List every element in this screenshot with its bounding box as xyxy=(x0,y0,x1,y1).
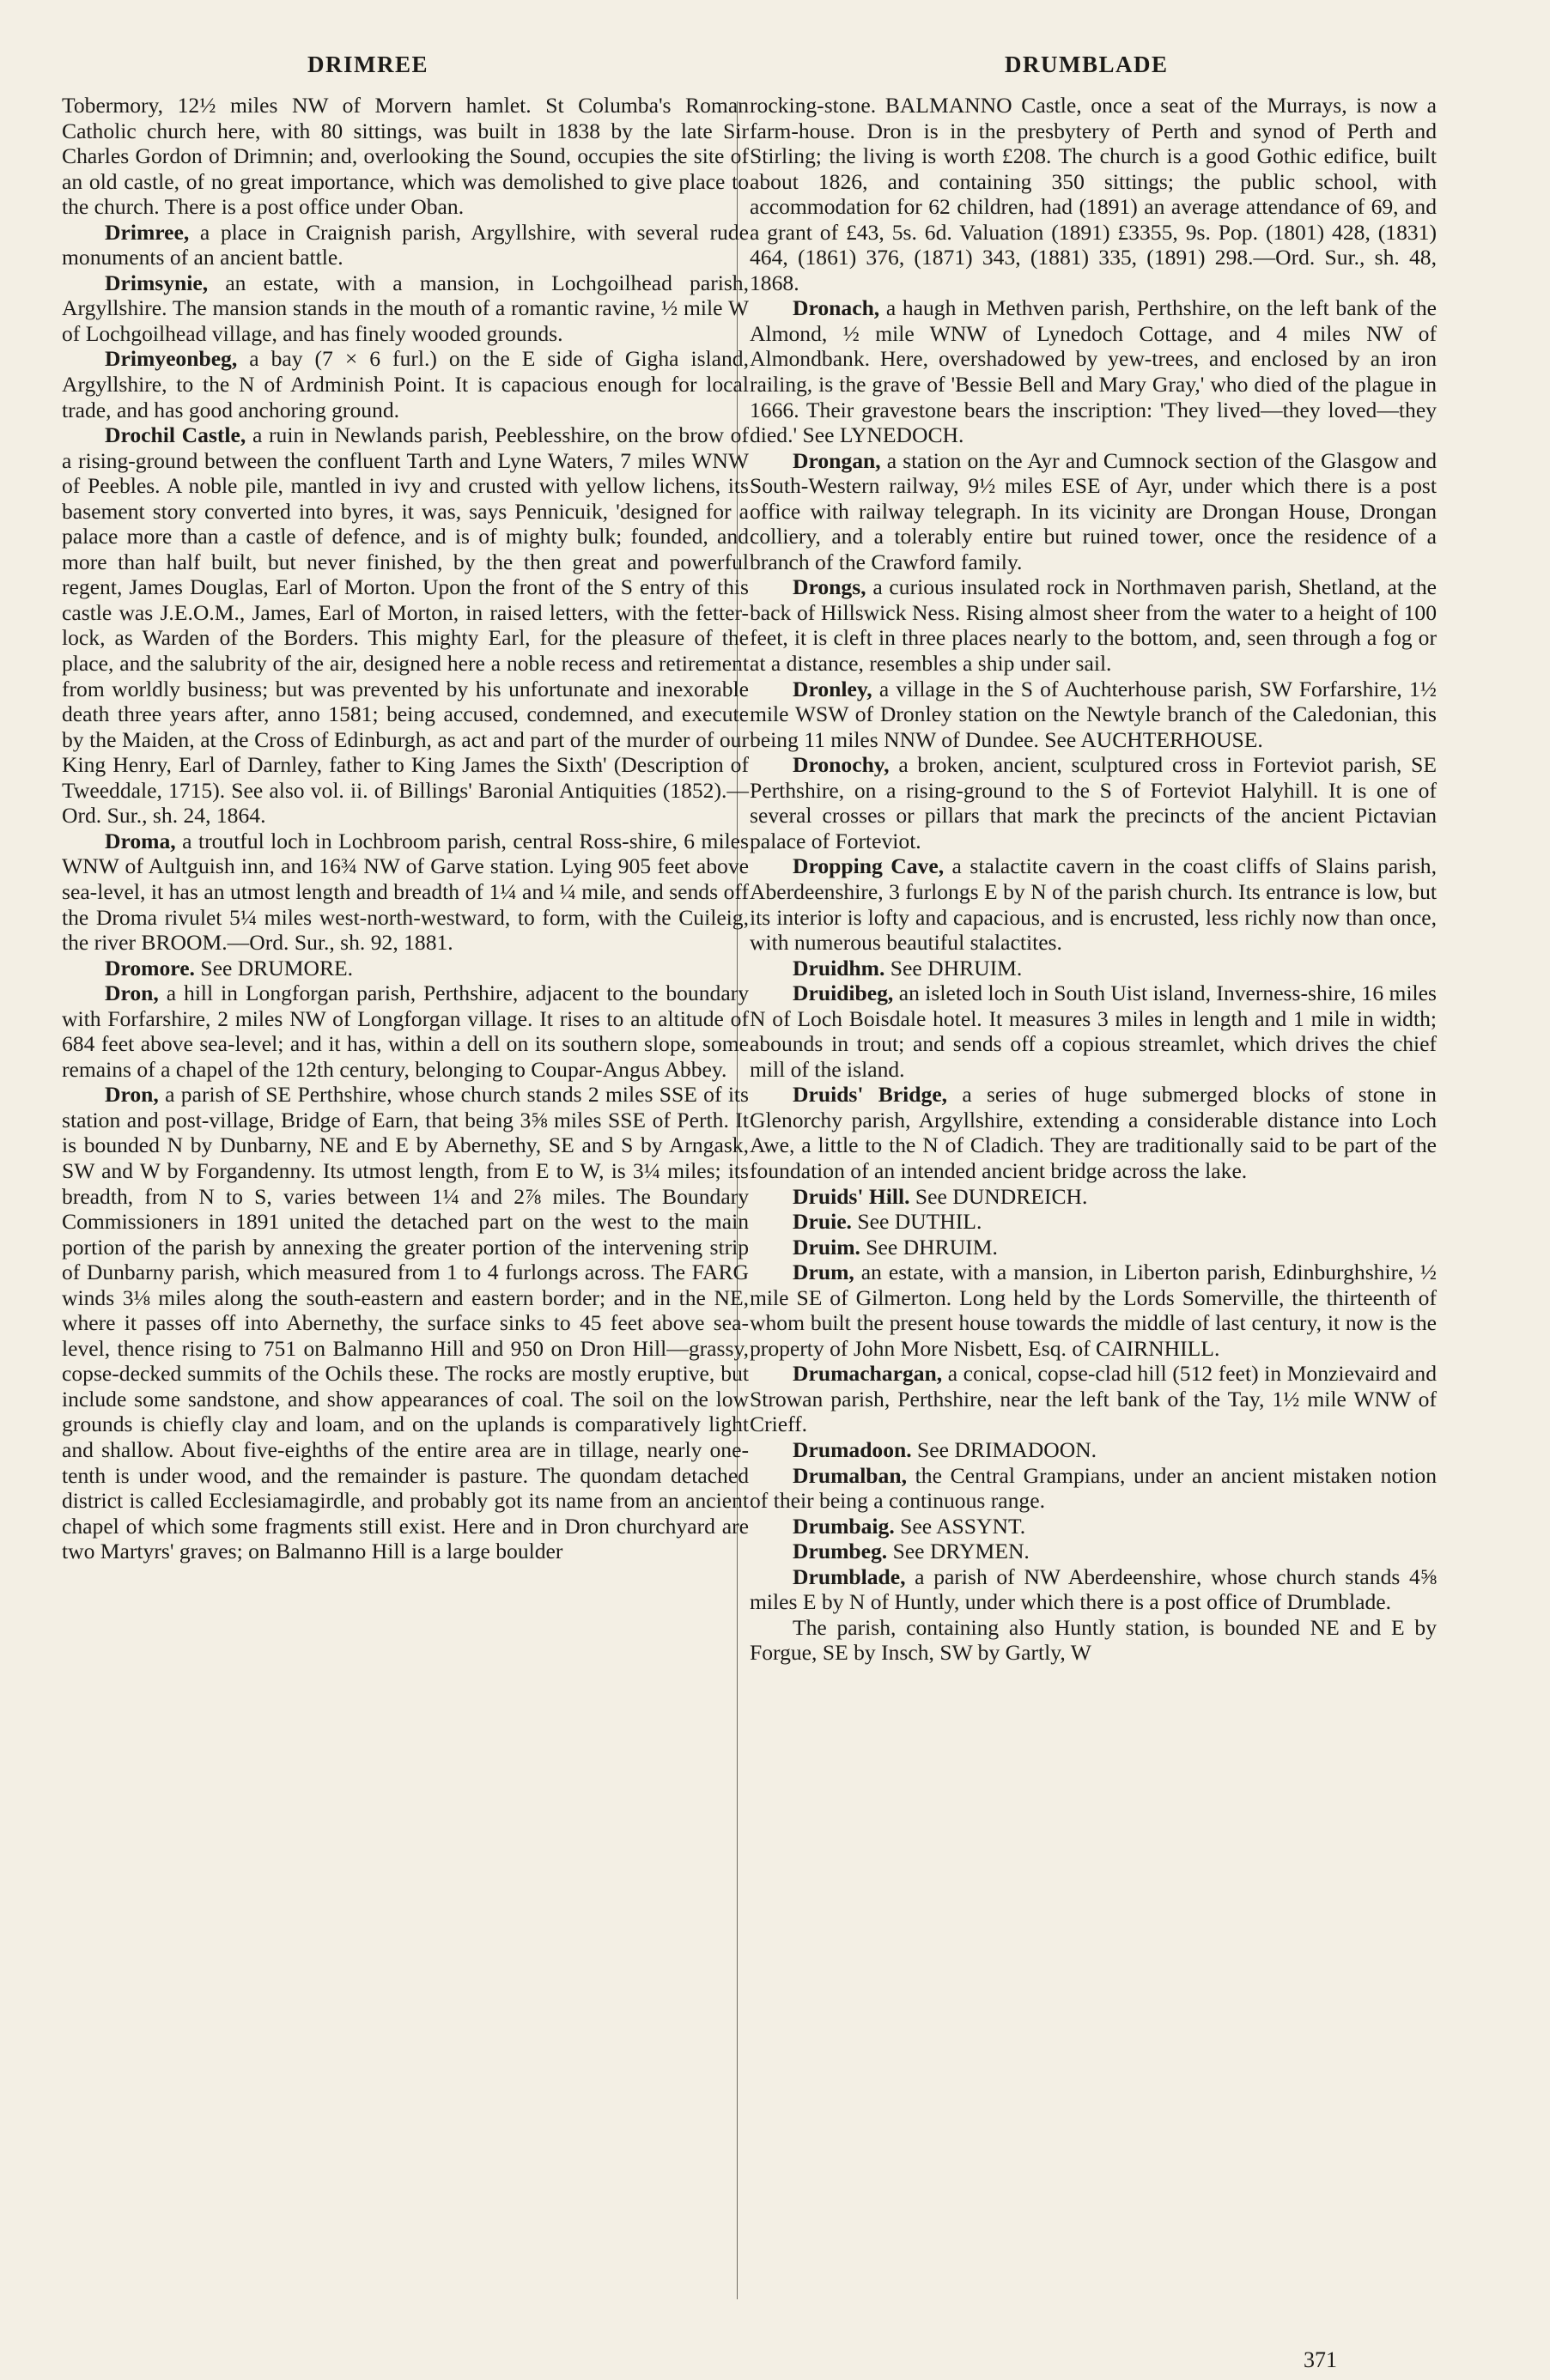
gazetteer-entry xyxy=(750,1514,1437,1539)
entry-text: a parish of SE Perthshire, whose church stands 2 miles SSE of its station and post-village, Bridge of Earn, that being 3⅝ miles SSE of Perth. It is bounded N by Dunbarny, NE and E by Abernethy, SE and S by Arngask, SW and W by Forgandenny. Its utmost length, from E to W, is 3¼ miles; its breadth, from N to S, varies between 1¼ and 2⅞ miles. The Boundary Commissioners in 1891 united the detached part on the west to the main portion of the parish by annexing the greater portion of the intervening strip of Dunbarny parish, which measured from 1 to 4 furlongs across. The FARG winds 3⅛ miles along the south-eastern and eastern border; and in the NE, where it passes off into Abernethy, the surface sinks to 45 feet above sea-level, thence rising to 751 on Balmanno Hill and 950 on Dron Hill—grassy, copse-decked summits of the Ochils these. The rocks are mostly eruptive, but include some sandstone, and show appearances of coal. The soil on the low grounds is chiefly clay and loam, and on the uplands is comparatively light and shallow. About five-eighths of the entire area are in tillage, nearly one-tenth is under wood, and the remainder is pasture. The quondam detached district is called Ecclesiamagirdle, and probably got its name from an ancient chapel of which some fragments still exist. Here and in Dron churchyard are two Martyrs' graves; on Balmanno Hill is a large boulder xyxy=(62,1082,749,1564)
entry-headword: Druids' Hill. xyxy=(793,1183,910,1209)
entry-headword: Drimree, xyxy=(105,219,190,245)
entry-text: a parish of NW Aberdeenshire, whose church stands 4⅝ miles E by N of Huntly, under which there is a post office of Drumblade. xyxy=(750,1563,1437,1615)
gazetteer-entry xyxy=(62,270,749,347)
entry-headword: Druie. xyxy=(793,1209,852,1235)
gazetteer-entry xyxy=(62,829,749,956)
entry-text: a troutful loch in Lochbroom parish, central Ross-shire, 6 miles WNW of Aultguish inn, and 16¾ NW of Garve station. Lying 905 feet above sea-level, it has an utmost length and breadth of 1¼ and ¼ mile, and sends off the Droma rivulet 5¼ miles west-north-westward, to form, with the Cuileig, the river BROOM.—Ord. Sur., sh. 92, 1881. xyxy=(62,828,749,956)
entry-headword: Drumblade, xyxy=(793,1563,906,1589)
gazetteer-entry xyxy=(750,1437,1437,1463)
entry-text: See DUNDREICH. xyxy=(909,1183,1088,1209)
gazetteer-entry xyxy=(750,677,1437,753)
running-header-left: DRIMREE xyxy=(307,52,429,77)
entry-text: a hill in Longforgan parish, Perthshire, adjacent to the boundary with Forfarshire, 2 miles NW of Longforgan village. It rises to an altitude of 684 feet above sea-level; and it has, within a dell on its southern slope, some remains of a chapel of the 12th century, belonging to Coupar-Angus Abbey. xyxy=(62,981,749,1082)
entry-headword: Drimyeonbeg, xyxy=(105,346,238,372)
entry-headword: Drumalban, xyxy=(793,1462,907,1488)
entry-text: See DHRUIM. xyxy=(860,1234,998,1260)
page-number: 371 xyxy=(1304,2347,1337,2372)
gazetteer-entry xyxy=(62,981,749,1082)
entry-headword: Dron, xyxy=(105,981,159,1006)
gazetteer-entry xyxy=(750,853,1437,955)
entry-text: See DRIMADOON. xyxy=(911,1436,1097,1462)
gazetteer-entry xyxy=(750,1361,1437,1437)
entry-text: a broken, ancient, sculptured cross in Forteviot parish, SE Perthshire, on a rising-ground to the S of Forteviot Halyhill. It is one of several crosses or pillars that mark the precincts of the ancient Pictavian palace of Forteviot. xyxy=(750,752,1437,853)
entry-headword: Drum, xyxy=(793,1260,854,1285)
entry-headword: Drongan, xyxy=(793,447,881,473)
gazetteer-entry xyxy=(750,1463,1437,1514)
entry-headword: Dronochy, xyxy=(793,752,890,778)
gazetteer-entry xyxy=(750,1082,1437,1183)
entry-text: a ruin in Newlands parish, Peeblesshire, on the brow of a rising-ground between the confluent Tarth and Lyne Waters, 7 miles WNW of Peebles. A noble pile, mantled in ivy and crusted with yellow lichens, its basement story converted into byres, it was, says Pennicuik, 'designed for a palace more than a castle of defence, and is of mighty bulk; founded, and more than half built, but never finished, by the then great and powerful regent, James Douglas, Earl of Morton. Upon the front of the S entry of this castle was J.E.O.M., James, Earl of Morton, in raised letters, with the fetter-lock, as Warden of the Borders. This mighty Earl, for the pleasure of the place, and the salubrity of the air, designed here a noble recess and retirement from worldly business; but was prevented by his unfortunate and inexorable death three years after, anno 1581; being accused, condemned, and execute by the Maiden, at the Cross of Edinburgh, as act and part of the murder of our King Henry, Earl of Darnley, father to King James the Sixth' (Description of Tweeddale, 1715). See also vol. ii. of Billings' Baronial Antiquities (1852).—Ord. Sur., sh. 24, 1864. xyxy=(62,422,749,829)
gazetteer-entry xyxy=(62,93,749,220)
entry-headword: Drimsynie, xyxy=(105,270,209,295)
gazetteer-entry xyxy=(62,956,749,981)
entry-text: See DHRUIM. xyxy=(884,955,1023,981)
gazetteer-entry xyxy=(62,346,749,422)
gazetteer-entry xyxy=(62,1082,749,1563)
gazetteer-entry xyxy=(750,956,1437,981)
entry-text: a curious insulated rock in Northmaven parish, Shetland, at the back of Hillswick Ness. Rising almost sheer from the water to a height of 100 feet, it is cleft in three places nearly to the bottom, and, seen through a fog or at a distance, resembles a ship under sail. xyxy=(750,574,1437,677)
running-header-right: DRUMBLADE xyxy=(1005,52,1169,77)
entry-text: rocking-stone. BALMANNO Castle, once a seat of the Murrays, is now a farm-house. Dron is in the presbytery of Perth and synod of Perth and Stirling; the living is worth £208. The church is a good Gothic edifice, built about 1826, and containing 350 sittings; the public school, with accommodation for 62 children, had (1891) an average attendance of 69, and a grant of £43, 5s. 6d. Valuation (1891) £3355, 9s. Pop. (1801) 428, (1831) 464, (1861) 376, (1871) 343, (1881) 335, (1891) 298.—Ord. Sur., sh. 48, 1868. xyxy=(750,93,1437,295)
entry-text: See DRUMORE. xyxy=(194,955,354,981)
entry-headword: Drongs, xyxy=(793,574,866,600)
entry-text: See ASSYNT. xyxy=(894,1513,1026,1539)
entry-headword: Druids' Bridge, xyxy=(793,1082,948,1108)
gazetteer-entry xyxy=(750,295,1437,447)
gazetteer-entry xyxy=(750,752,1437,853)
entry-headword: Druidibeg, xyxy=(793,981,894,1006)
entry-text: See DRYMEN. xyxy=(887,1539,1030,1564)
gazetteer-entry xyxy=(750,1260,1437,1361)
gazetteer-entry xyxy=(750,574,1437,676)
gazetteer-entry xyxy=(62,220,749,270)
entry-text: a village in the S of Auchterhouse parish, SW Forfarshire, 1½ mile WSW of Dronley station on the Newtyle branch of the Caledonian, this being 11 miles NNW of Dundee. See AUCHTERHOUSE. xyxy=(750,676,1437,752)
entry-text: an estate, with a mansion, in Lochgoilhead parish, Argyllshire. The mansion stands in the mouth of a romantic ravine, ½ mile W of Lochgoilhead village, and has finely wooded grounds. xyxy=(62,270,749,346)
entry-text: a stalactite cavern in the coast cliffs of Slains parish, Aberdeenshire, 3 furlongs E by N of the parish church. Its entrance is low, but its interior is lofty and capacious, and is encrusted, less richly now than once, with numerous beautiful stalactites. xyxy=(750,853,1437,956)
entry-headword: Dromore. xyxy=(105,955,195,981)
entry-text: an estate, with a mansion, in Liberton parish, Edinburghshire, ½ mile SE of Gilmerton. Long held by the Lords Somerville, the thirteenth of whom built the present house towards the middle of last century, it now is the property of John More Nisbett, Esq. of CAIRNHILL. xyxy=(750,1260,1437,1361)
entry-headword: Drochil Castle, xyxy=(105,422,246,448)
right-column xyxy=(750,93,1437,1666)
entry-text: a station on the Ayr and Cumnock section of the Glasgow and South-Western railway, 9½ miles ESE of Ayr, under which there is a post office with railway telegraph. In its vicinity are Drongan House, Drongan colliery, and a tolerably entire but ruined tower, once the residence of a branch of the Crawford family. xyxy=(750,447,1437,574)
entry-text: See DUTHIL. xyxy=(851,1209,982,1235)
entry-headword: Druidhm. xyxy=(793,955,885,981)
left-column xyxy=(62,93,749,1564)
entry-text: Tobermory, 12½ miles NW of Morvern hamlet. St Columba's Roman Catholic church here, with 80 sittings, was built in 1838 by the late Sir Charles Gordon of Drimnin; and, overlooking the Sound, occupies the site of an old castle, of no great importance, which was demolished to give place to the church. There is a post office under Oban. xyxy=(62,93,749,220)
entry-text: a conical, copse-clad hill (512 feet) in Monzievaird and Strowan parish, Perthshire, near the left bank of the Tay, 1½ mile WNW of Crieff. xyxy=(750,1361,1437,1437)
entry-text: The parish, containing also Huntly station, is bounded NE and E by Forgue, SE by Insch, SW by Gartly, W xyxy=(750,1614,1437,1666)
entry-text: an isleted loch in South Uist island, Inverness-shire, 16 miles N of Loch Boisdale hotel. It measures 3 miles in length and 1 mile in width; abounds in trout; and sends off a copious streamlet, which drives the chief mill of the island. xyxy=(750,981,1437,1082)
entry-headword: Dropping Cave, xyxy=(793,853,945,879)
entry-headword: Drumbaig. xyxy=(793,1513,895,1539)
entry-headword: Dronach, xyxy=(793,295,880,321)
gazetteer-entry xyxy=(750,1615,1437,1666)
entry-headword: Dron, xyxy=(105,1082,159,1108)
gazetteer-entry xyxy=(750,1184,1437,1210)
gazetteer-entry xyxy=(750,1539,1437,1564)
gazetteer-entry xyxy=(62,422,749,829)
gazetteer-entry xyxy=(750,1564,1437,1615)
entry-headword: Druim. xyxy=(793,1234,860,1260)
entry-text: a haugh in Methven parish, Perthshire, on the left bank of the Almond, ½ mile WNW of Lynedoch Cottage, and 4 miles NW of Almondbank. Here, overshadowed by yew-trees, and enclosed by an iron railing, is the grave of 'Bessie Bell and Mary Gray,' who died of the plague in 1666. Their gravestone bears the inscription: 'They lived—they loved—they died.' See LYNEDOCH. xyxy=(750,295,1437,448)
entry-text: a place in Craignish parish, Argyllshire, with several rude monuments of an ancient battle. xyxy=(62,219,749,270)
entry-text: a series of huge submerged blocks of stone in Glenorchy parish, Argyllshire, extending a considerable distance into Loch Awe, a little to the N of Cladich. They are traditionally said to be part of the foundation of an intended ancient bridge across the lake. xyxy=(750,1082,1437,1183)
entry-headword: Drumbeg. xyxy=(793,1539,888,1564)
entry-headword: Drumachargan, xyxy=(793,1361,943,1387)
gazetteer-entry xyxy=(750,981,1437,1082)
entry-headword: Droma, xyxy=(105,828,176,853)
gazetteer-entry xyxy=(750,1209,1437,1235)
gazetteer-entry xyxy=(750,448,1437,575)
entry-text: the Central Grampians, under an ancient mistaken notion of their being a continuous range. xyxy=(750,1462,1437,1514)
entry-text: a bay (7 × 6 furl.) on the E side of Gigha island, Argyllshire, to the N of Ardminish Point. It is capacious enough for local trade, and has good anchoring ground. xyxy=(62,346,749,422)
gazetteer-entry xyxy=(750,93,1437,295)
entry-headword: Drumadoon. xyxy=(793,1436,912,1462)
entry-headword: Dronley, xyxy=(793,676,872,701)
gazetteer-entry xyxy=(750,1235,1437,1260)
